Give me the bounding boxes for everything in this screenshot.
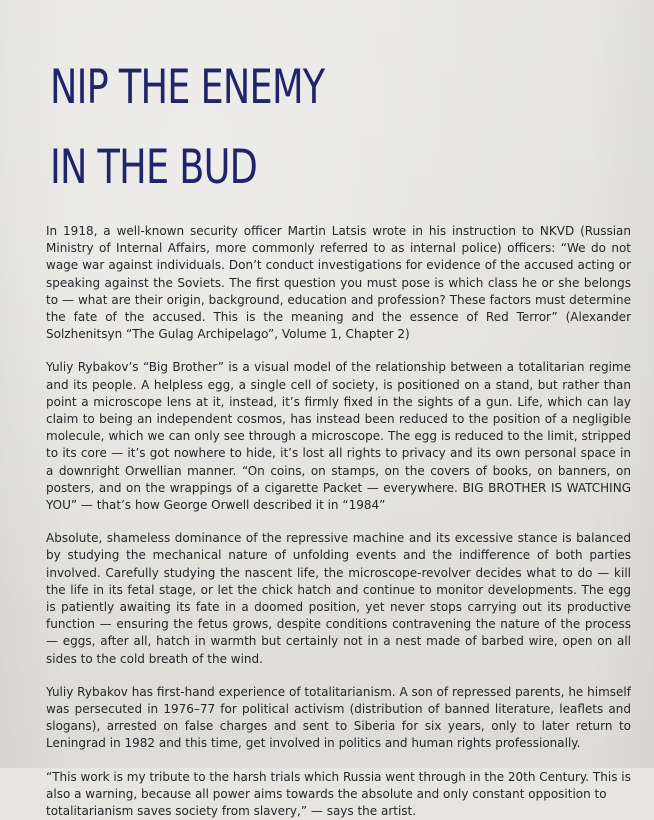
- paragraph-big-brother: Yuliy Rybakov’s “Big Brother” is a visual model of the relationship between a totalitarian regime and its people. A helpless egg, a single cell of society, is positioned on a stand, but rather than point a microscope lens at it, instead, it’s firmly fixed in the sights of a gun. Life, which can lay claim to being an independent cosmos, has instead been reduced to the position of a negligible molecule, which we can only see through a microscope. The egg is reduced to the limit, stripped to its core — it’s got nowhere to hide, it’s lost all rights to privacy and its own personal space in a downright Orwellian manner. “On coins, on stamps, on the covers of books, on banners, on posters, and on the wrappings of a cigarette Packet — everywhere. BIG BROTHER IS WATCHING YOU” — that’s how George Orwell described it in “1984”: [46, 360, 631, 513]
- page-title: [50, 48, 324, 208]
- body-text: [46, 223, 631, 820]
- paragraph-artist-biography: Yuliy Rybakov has first-hand experience of totalitarianism. A son of repressed parents, he himself was persecuted in 1976–77 for political activism (distribution of banned literature, leaflets and slogans), arrested on false charges and sent to Siberia for six years, only to later return to Leningrad in 1982 and this time, get involved in politics and human rights professionally.: [46, 684, 631, 751]
- title-line-1: NIP THE ENEMY: [50, 60, 325, 115]
- paragraph-repressive-machine: Absolute, shameless dominance of the repressive machine and its excessive stance is balanced by studying the mechanical nature of unfolding events and the indifference of both parties involved. Carefully studying the nascent life, the microscope-revolver decides what to do — kill the life in its fetal stage, or let the chick hatch and continue to monitor developments. The egg is patiently awaiting its fate in a doomed position, yet never stops carrying out its productive function — ensuring the fetus grows, despite conditions contravening the nature of the process — eggs, after all, hatch in warmth but certainly not in a nest made of barbed wire, open on all sides to the cold breath of the wind.: [46, 531, 631, 666]
- paragraph-artist-quote: “This work is my tribute to the harsh trials which Russia went through in the 20th Century. This is also a warning, because all power aims towards the absolute and only constant opposition to totalitarianism saves society from slavery,” — says the artist.: [46, 769, 631, 819]
- paragraph-latsis-quote: In 1918, a well-known security officer Martin Latsis wrote in his instruction to NKVD (Russian Ministry of Internal Affairs, more commonly referred to as internal police) officers: “We do not wage war against individuals. Don’t conduct investigations for evidence of the accused acting or speaking against the Soviets. The first question you must pose is which class he or she belongs to — what are their origin, background, education and profession? These factors must determine the fate of the accused. This is the meaning and the essence of Red Terror” (Alexander Solzhenitsyn “The Gulag Archipelago”, Volume 1, Chapter 2): [46, 224, 631, 342]
- title-line-2: IN THE BUD: [50, 140, 258, 195]
